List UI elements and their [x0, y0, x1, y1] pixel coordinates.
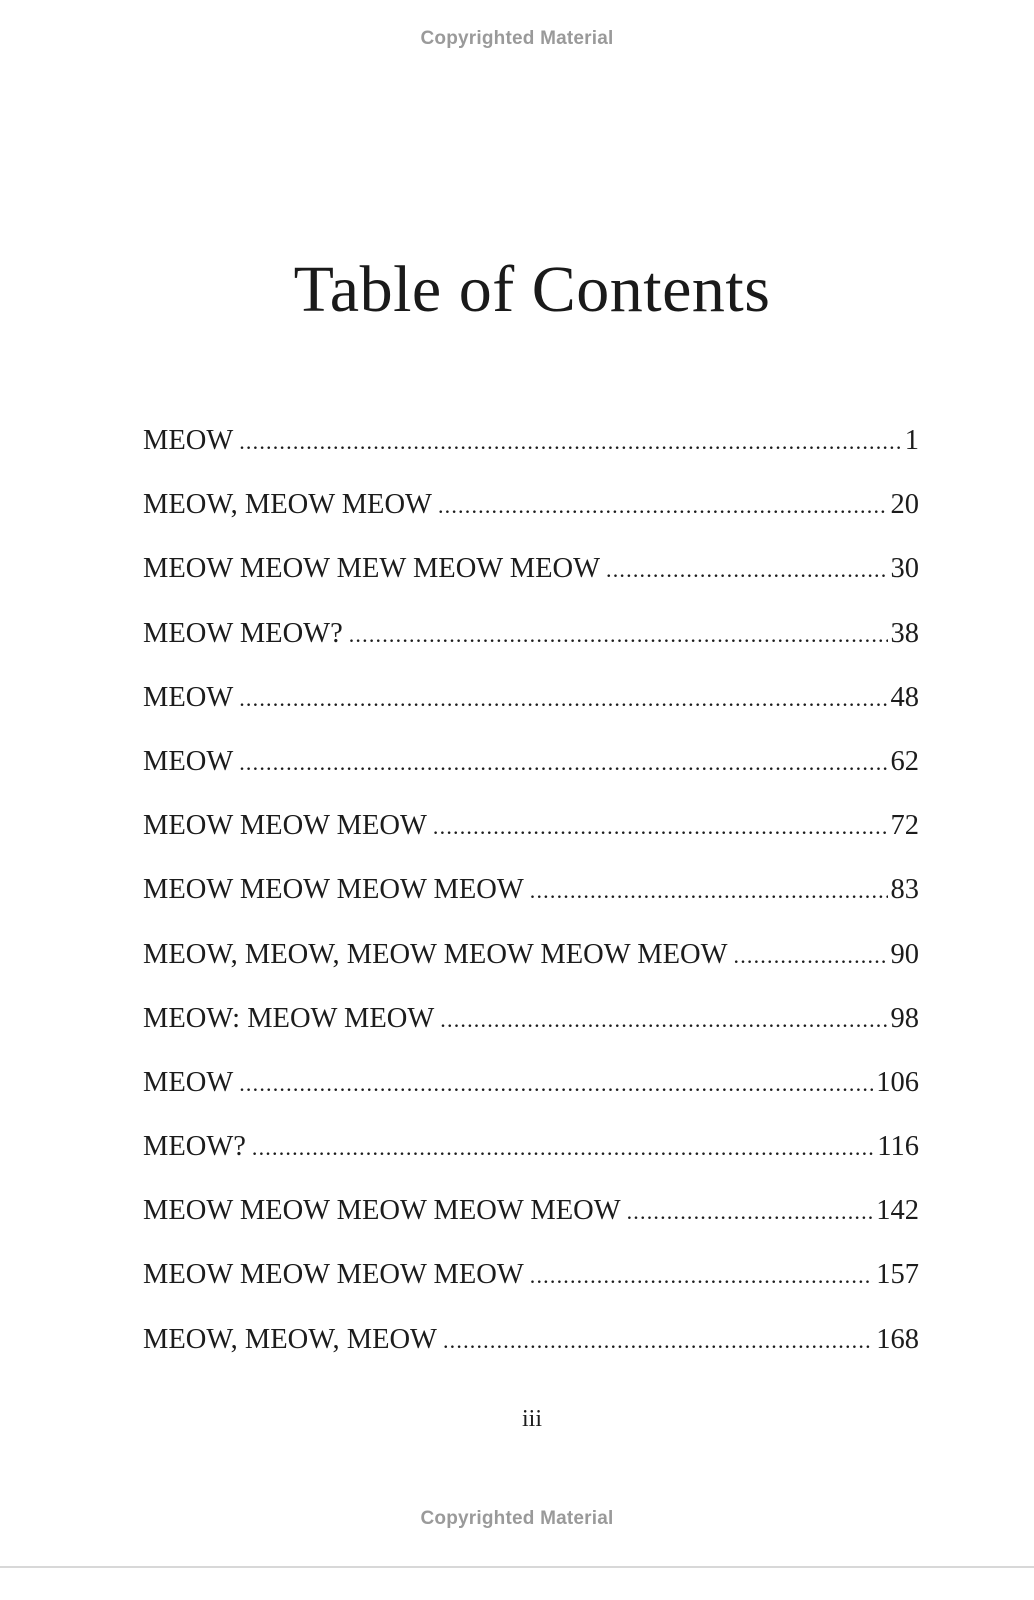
toc-entry[interactable]: [143, 800, 919, 864]
toc-entry-page: 72: [890, 810, 919, 842]
toc-entry[interactable]: [143, 672, 919, 736]
dot-leader: [239, 1058, 873, 1110]
dot-leader: [433, 801, 888, 853]
page-edge-divider: [0, 1566, 1034, 1568]
dot-leader: [349, 609, 888, 661]
toc-entry-title: MEOW MEOW MEOW MEOW: [143, 1259, 524, 1291]
toc-entry[interactable]: [143, 1057, 919, 1121]
dot-leader: [606, 544, 887, 596]
toc-entry-page: 168: [876, 1323, 919, 1355]
dot-leader: [252, 1122, 874, 1174]
toc-entry[interactable]: [143, 864, 919, 928]
toc-entry[interactable]: [143, 929, 919, 993]
toc-entry-page: 157: [876, 1259, 919, 1291]
toc-entry-title: MEOW?: [143, 1131, 246, 1163]
toc-entry-page: 116: [877, 1131, 919, 1163]
page-title: Table of Contents: [293, 253, 771, 326]
dot-leader: [530, 865, 888, 917]
toc-entry-page: 48: [890, 681, 919, 713]
toc-entry-title: MEOW: MEOW MEOW: [143, 1002, 435, 1034]
toc-entry-page: 98: [890, 1002, 919, 1034]
toc-entry-page: 30: [890, 553, 919, 585]
toc-entry-page: 1: [904, 425, 919, 456]
toc-entry-page: 142: [876, 1195, 919, 1227]
table-of-contents: [143, 415, 919, 1378]
toc-entry-title: MEOW: [143, 425, 234, 456]
watermark-top: Copyrighted Material: [420, 28, 614, 49]
toc-entry-title: MEOW MEOW?: [143, 617, 343, 649]
toc-entry[interactable]: [143, 736, 919, 800]
dot-leader: [239, 737, 887, 789]
dot-leader: [734, 930, 888, 982]
toc-entry-page: 90: [890, 938, 919, 970]
toc-entry-page: 38: [890, 617, 919, 649]
toc-entry-title: MEOW, MEOW, MEOW MEOW MEOW MEOW: [143, 938, 728, 970]
toc-entry-title: MEOW: [143, 1066, 234, 1098]
toc-entry-title: MEOW MEOW MEOW: [143, 810, 427, 842]
toc-entry-title: MEOW MEOW MEOW MEOW: [143, 874, 524, 906]
dot-leader: [239, 673, 887, 725]
toc-entry-title: MEOW, MEOW MEOW: [143, 489, 432, 521]
toc-entry[interactable]: [143, 608, 919, 672]
dot-leader: [530, 1250, 873, 1302]
toc-entry[interactable]: [143, 1249, 919, 1313]
watermark-bottom: Copyrighted Material: [420, 1508, 614, 1529]
toc-entry[interactable]: [143, 479, 919, 543]
toc-entry[interactable]: [143, 1121, 919, 1185]
toc-entry-title: MEOW MEOW MEW MEOW MEOW: [143, 553, 601, 585]
toc-entry-title: MEOW, MEOW, MEOW: [143, 1323, 437, 1355]
toc-entry-page: 106: [876, 1066, 919, 1098]
toc-entry-page: 83: [890, 874, 919, 906]
toc-entry[interactable]: [143, 993, 919, 1057]
dot-leader: [440, 994, 887, 1046]
toc-entry[interactable]: [143, 543, 919, 607]
toc-entry-page: 62: [890, 745, 919, 777]
toc-entry-title: MEOW: [143, 681, 234, 713]
dot-leader: [239, 416, 902, 468]
dot-leader: [443, 1315, 873, 1367]
page-number: iii: [521, 1406, 542, 1432]
toc-entry-page: 20: [890, 489, 919, 521]
dot-leader: [438, 480, 888, 532]
toc-entry[interactable]: [143, 1314, 919, 1378]
toc-entry[interactable]: [143, 1185, 919, 1249]
toc-entry[interactable]: [143, 415, 919, 479]
toc-entry-title: MEOW: [143, 745, 234, 777]
dot-leader: [627, 1186, 874, 1238]
toc-entry-title: MEOW MEOW MEOW MEOW MEOW: [143, 1195, 621, 1227]
